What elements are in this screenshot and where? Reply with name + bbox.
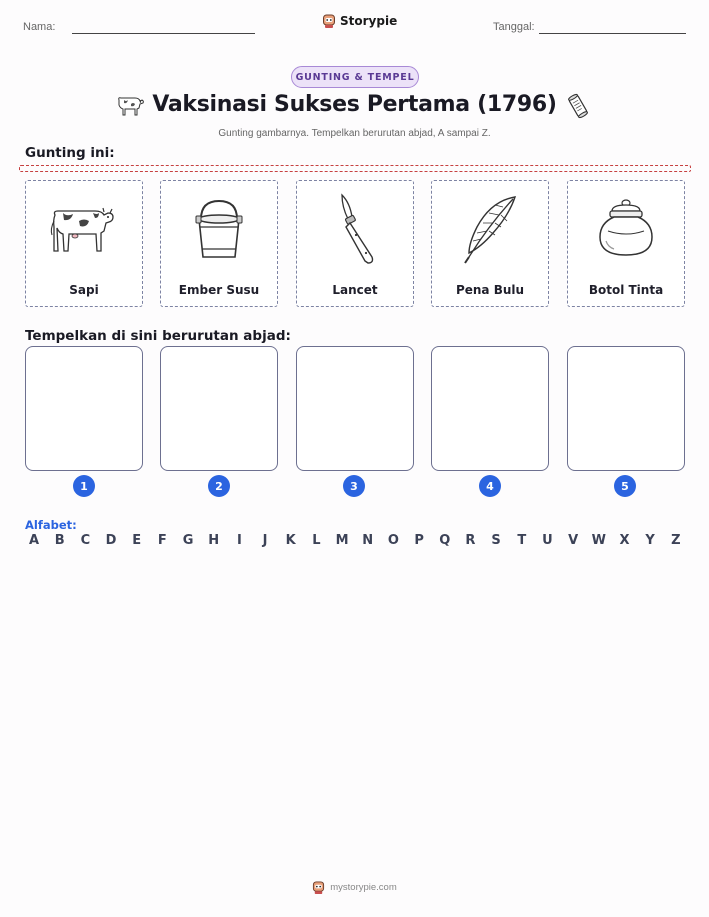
- alphabet-letter: U: [542, 533, 553, 548]
- alphabet-letter: L: [312, 533, 321, 548]
- bucket-icon: [161, 189, 277, 269]
- slot-number-badge: 5: [614, 475, 636, 497]
- alphabet-letter: Q: [439, 533, 451, 548]
- slot-number-badge: 1: [73, 475, 95, 497]
- card-label: Ember Susu: [178, 283, 260, 297]
- alphabet-letter: T: [517, 533, 527, 548]
- alphabet-letter: E: [132, 533, 142, 548]
- alphabet-letter: R: [465, 533, 476, 548]
- card-label: Pena Bulu: [455, 283, 525, 297]
- cut-card-bucket[interactable]: [160, 180, 278, 307]
- alphabet-letter: V: [568, 533, 579, 548]
- alphabet-letter: I: [236, 533, 242, 548]
- alphabet-letter: O: [387, 533, 399, 548]
- paste-slot-5[interactable]: [567, 346, 685, 471]
- activity-badge: GUNTING & TEMPEL: [291, 66, 419, 88]
- date-label: Tanggal:: [493, 21, 535, 33]
- alphabet-letter: B: [54, 533, 65, 548]
- cut-card-quill[interactable]: [431, 180, 549, 307]
- storypie-mascot-icon: [312, 880, 325, 895]
- card-label: Sapi: [69, 283, 99, 297]
- alphabet-heading: Alfabet:: [25, 518, 77, 532]
- cut-card-ink-bottle[interactable]: [567, 180, 685, 307]
- slot-number-badge: 2: [208, 475, 230, 497]
- alphabet-row: [25, 533, 685, 548]
- name-field-line[interactable]: [72, 33, 255, 34]
- alphabet-letter: P: [414, 533, 424, 548]
- instructions: Gunting gambarnya. Tempelkan berurutan abjad, A sampai Z.: [218, 128, 491, 139]
- storypie-mascot-icon: [322, 13, 336, 29]
- cut-card-cow[interactable]: [25, 180, 143, 307]
- alphabet-letter: Y: [645, 533, 655, 548]
- paste-slot-2[interactable]: [160, 346, 278, 471]
- brand-logo: [322, 13, 397, 29]
- scroll-icon: [566, 93, 590, 123]
- alphabet-letter: K: [285, 533, 296, 548]
- alphabet-letter: G: [182, 533, 194, 548]
- alphabet-letter: S: [491, 533, 501, 548]
- paste-slot-1[interactable]: [25, 346, 143, 471]
- slot-number-badge: 3: [343, 475, 365, 497]
- paste-slot-4[interactable]: [431, 346, 549, 471]
- ink-bottle-icon: [568, 189, 684, 269]
- alphabet-letter: W: [591, 533, 606, 548]
- quill-icon: [432, 189, 548, 269]
- alphabet-letter: M: [335, 533, 349, 548]
- cut-section-heading: Gunting ini:: [25, 145, 115, 161]
- card-label: Botol Tinta: [588, 283, 664, 297]
- alphabet-letter: F: [157, 533, 167, 548]
- alphabet-letter: Z: [671, 533, 681, 548]
- alphabet-letter: D: [105, 533, 117, 548]
- alphabet-letter: N: [362, 533, 374, 548]
- paste-slot-3[interactable]: [296, 346, 414, 471]
- brand-name: Storypie: [340, 14, 398, 28]
- paste-section-heading: Tempelkan di sini berurutan abjad:: [25, 328, 291, 344]
- alphabet-letter: H: [208, 533, 220, 548]
- alphabet-letter: A: [28, 533, 40, 548]
- footer-url[interactable]: mystorypie.com: [330, 882, 397, 893]
- alphabet-letter: X: [619, 533, 630, 548]
- name-label: Nama:: [23, 21, 56, 33]
- slot-number-badge: 4: [479, 475, 501, 497]
- lancet-icon: [297, 189, 413, 269]
- cut-line: [19, 165, 691, 172]
- alphabet-letter: C: [80, 533, 91, 548]
- cow-icon: [26, 189, 142, 269]
- cut-card-lancet[interactable]: [296, 180, 414, 307]
- card-label: Lancet: [332, 283, 378, 297]
- page-title: Vaksinasi Sukses Pertama (1796): [152, 92, 557, 117]
- alphabet-letter: J: [262, 533, 268, 548]
- date-field-line[interactable]: [539, 33, 686, 34]
- footer: [0, 880, 709, 895]
